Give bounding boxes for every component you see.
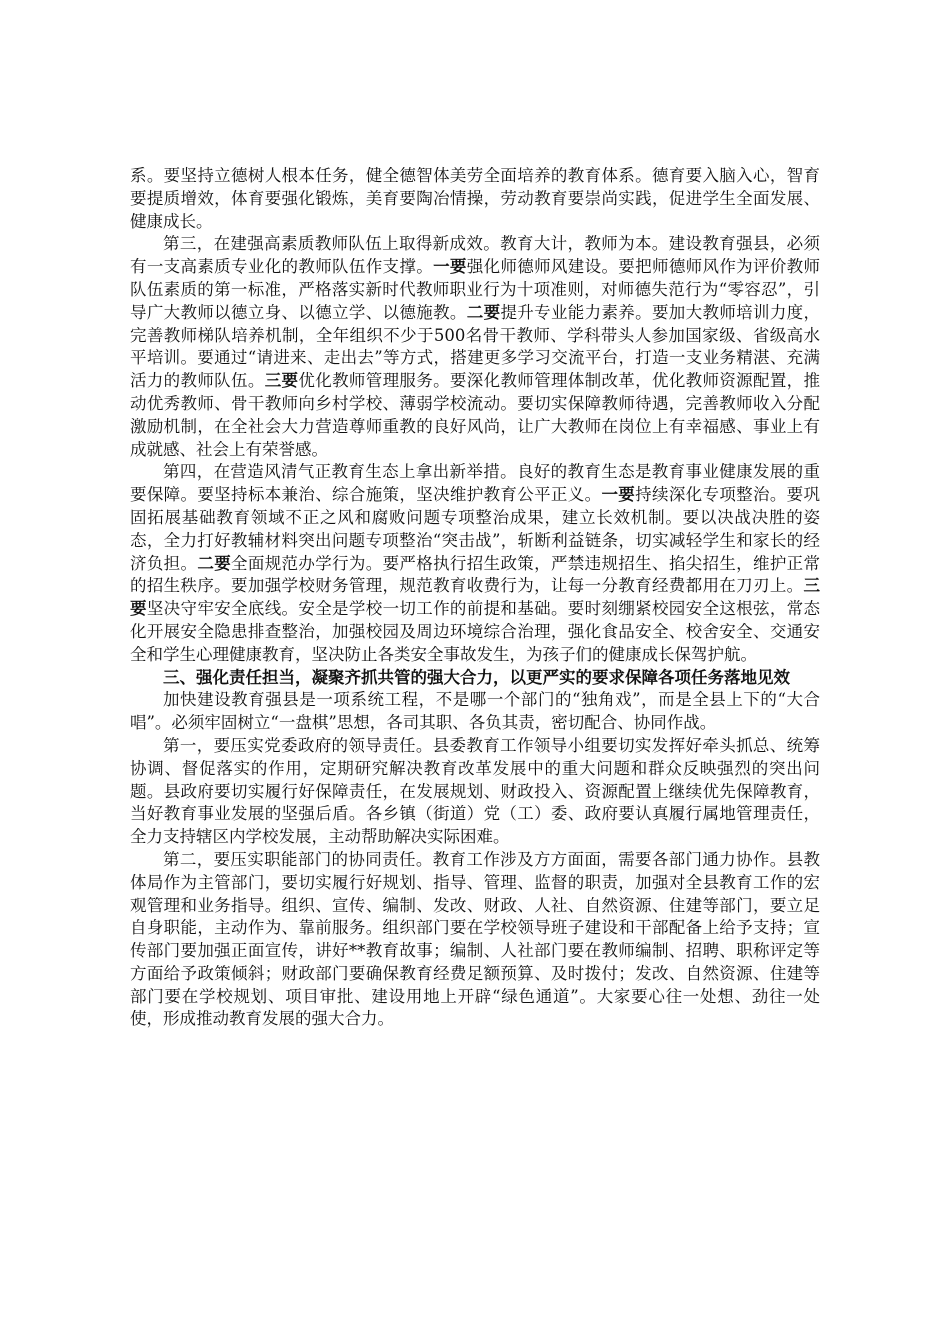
heading-text: 三、强化责任担当，凝聚齐抓共管的强大合力，以更严实的要求保障各项任务落地见效 bbox=[163, 667, 790, 687]
emphasis-third: 三要 bbox=[264, 371, 299, 391]
paragraph-text: 提升专业能力素养。要加大教师培训力度，完善教师梯队培养机制，全年组织不少于500名骨干教师、学科带头人参加国家级、省级高水平培训。要通过“请进来、走出去”等方式，搭建更多学习交流平台，打造一支业务精湛、充满活力的教师队伍。 bbox=[130, 302, 821, 391]
paragraph-text: 全面规范办学行为。要严格执行招生政策，严禁违规招生、掐尖招生，维护正常的招生秩序。要加强学校财务管理，规范教育收费行为，让每一分教育经费都用在刀刃上。 bbox=[130, 553, 821, 596]
paragraph-text: 持续深化专项整治。要巩固拓展基础教育领域不正之风和腐败问题专项整治成果，建立长效机制。要以决战决胜的姿态，全力打好教辅材料突出问题专项整治“突击战”，斩断利益链条，切实减轻学生和家长的经济负担。 bbox=[130, 485, 821, 573]
paragraph-departments bbox=[130, 849, 820, 1031]
emphasis-first: 一要 bbox=[433, 257, 467, 277]
emphasis-third: 三要 bbox=[130, 576, 820, 619]
paragraph-text: 系。要坚持立德树人根本任务，健全德智体美劳全面培养的教育体系。德育要入脑入心，智育要提质增效，体育要强化锻炼，美育要陶冶情操，劳动教育要崇尚实践，促进学生全面发展、健康成长。 bbox=[130, 166, 820, 231]
paragraph-text: 加快建设教育强县是一项系统工程，不是哪一个部门的“独角戏”，而是全县上下的“大合唱”。必须牢固树立“一盘棋”思想，各司其职、各负其责，密切配合、协同作战。 bbox=[130, 690, 820, 733]
paragraph-ecology bbox=[130, 461, 820, 666]
paragraph-text: 第三，在建强高素质教师队伍上取得新成效。教育大计，教师为本。建设教育强县，必须有一支高素质专业化的教师队伍作支撑。 bbox=[130, 234, 820, 277]
paragraph-intro bbox=[130, 689, 820, 735]
paragraph-teachers bbox=[130, 233, 820, 461]
paragraph-text: 第二，要压实职能部门的协同责任。教育工作涉及方方面面，需要各部门通力协作。县教体局作为主管部门，要切实履行好规划、指导、管理、监督的职责，加强对全县教育工作的宏观管理和业务指导。组织、宣传、编制、发改、财政、人社、自然资源、住建等部门，要立足自身职能，主动作为、靠前服务。组织部门要在学校领导班子建设和干部配备上给予支持；宣传部门要加强正面宣传，讲好**教育故事；编制、人社部门要在教师编制、招聘、职称评定等方面给予政策倾斜；财政部门要确保教育经费足额预算、及时拨付；发改、自然资源、住建等部门要在学校规划、项目审批、建设用地上开辟“绿色通道”。大家要心往一处想、劲往一处使，形成推动教育发展的强大合力。 bbox=[130, 849, 820, 1029]
paragraph-continuation bbox=[130, 165, 820, 233]
emphasis-first: 一要 bbox=[601, 485, 636, 505]
paragraph-text: 坚决守牢安全底线。安全是学校一切工作的前提和基础。要时刻绷紧校园安全这根弦，常态化开展安全隐患排查整治，加强校园及周边环境综合治理，强化食品安全、校舍安全、交通安全和学生心理健康教育，坚决防止各类安全事故发生，为孩子们的健康成长保驾护航。 bbox=[130, 599, 821, 664]
section-heading bbox=[130, 667, 820, 690]
emphasis-second: 二要 bbox=[197, 553, 232, 573]
paragraph-text: 第一，要压实党委政府的领导责任。县委教育工作领导小组要切实发挥好牵头抓总、统筹协调、督促落实的作用，定期研究解决教育改革发展中的重大问题和群众反映强烈的突出问题。县政府要切实履行好保障责任，在发展规划、财政投入、资源配置上继续优先保障教育，当好教育事业发展的坚强后盾。各乡镇（街道）党（工）委、政府要认真履行属地管理责任，全力支持辖区内学校发展，主动帮助解决实际困难。 bbox=[130, 735, 820, 847]
paragraph-text: 优化教师管理服务。要深化教师管理体制改革，优化教师资源配置，推动优秀教师、骨干教师向乡村学校、薄弱学校流动。要切实保障教师待遇，完善教师收入分配激励机制，在全社会大力营造尊师重教的良好风尚，让广大教师在岗位上有幸福感、事业上有成就感、社会上有荣誉感。 bbox=[130, 371, 821, 459]
emphasis-second: 二要 bbox=[466, 302, 501, 322]
paragraph-text: 强化师德师风建设。要把师德师风作为评价教师队伍素质的第一标准，严格落实新时代教师职业行为十项准则，对师德失范行为“零容忍”，引导广大教师以德立身、以德立学、以德施教。 bbox=[130, 257, 821, 322]
paragraph-leadership bbox=[130, 735, 820, 849]
paragraph-text: 第四，在营造风清气正教育生态上拿出新举措。良好的教育生态是教育事业健康发展的重要保障。要坚持标本兼治、综合施策，坚决维护教育公平正义。 bbox=[130, 462, 820, 505]
document-page bbox=[130, 165, 820, 1031]
